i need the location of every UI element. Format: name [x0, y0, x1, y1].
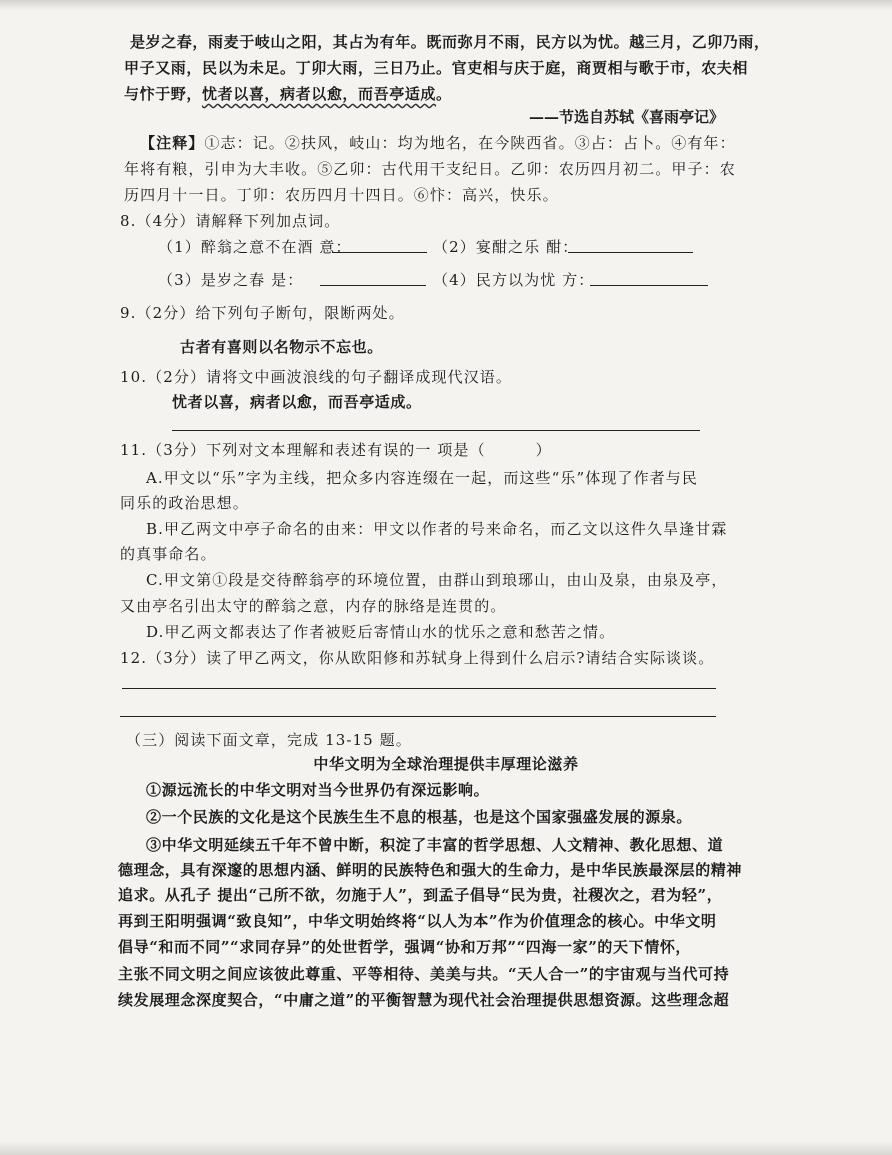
q8-answer-blank-4[interactable]: [590, 269, 708, 286]
q8-item-1: （1）醉翁之意不在酒 意：: [158, 238, 352, 256]
q8-stem: 8.（4分）请解释下列加点词。: [120, 212, 341, 230]
passage-yi-line-3: [124, 82, 452, 106]
q8-item-2: （2）宴酣之乐 酣：: [433, 238, 579, 256]
notes-label: 【注释】: [140, 134, 205, 152]
scan-top-shadow: [0, 0, 892, 10]
q11-option-c-line-1: C.甲文第①段是交待醉翁亭的环境位置，由群山到琅琊山，由山及泉，由泉及亭，: [146, 571, 728, 589]
q10-sentence: 忧者以喜，病者以愈，而吾亭适成。: [172, 393, 422, 411]
article-paragraph-3-line-5: 倡导“和而不同”“求同存异”的处世哲学，强调“协和万邦”“四海一家”的天下情怀，: [118, 938, 692, 956]
q11-option-a-line-2: 同乐的政治思想。: [120, 494, 249, 512]
article-paragraph-3-line-6: 主张不同文明之间应该彼此尊重、平等相待、美美与共。“天人合一”的宇宙观与当代可持: [118, 965, 730, 983]
q9-sentence: 古者有喜则以名物示不忘也。: [180, 338, 383, 356]
article-title: 中华文明为全球治理提供丰厚理论滋养: [313, 755, 579, 773]
q9-stem: 9.（2分）给下列句子断句，限断两处。: [120, 304, 405, 322]
notes-text-1: ①志：记。②扶风，岐山：均为地名，在今陕西省。③占：占卜。④有年：: [204, 134, 736, 152]
q8-answer-blank-1[interactable]: [332, 236, 427, 253]
q11-option-b-line-2: 的真事命名。: [120, 545, 217, 563]
q11-stem: [120, 438, 552, 462]
wavy-underlined-sentence: 忧者以喜，病者以愈，而吾亭适成: [202, 85, 437, 103]
article-paragraph-3-line-7: 续发展理念深度契合，“中庸之道”的平衡智慧为现代社会治理提供思想资源。这些理念超: [118, 991, 730, 1009]
article-paragraph-3-line-2: 德理念，具有深邃的思想内涵、鲜明的民族特色和强大的生命力，是中华民族最深层的精神: [118, 861, 743, 879]
passage-source: ——节选自苏轼《喜雨亭记》: [528, 108, 724, 126]
passage-yi-line-3-start: 与忭于野，: [124, 85, 203, 103]
q8-answer-blank-3[interactable]: [320, 269, 426, 286]
article-paragraph-3-line-4: 再到王阳明强调“致良知”，中华文明始终将“以人为本”作为价值理念的核心。中华文明: [118, 912, 717, 930]
q8-item-4: （4）民方以为忧 方：: [433, 271, 595, 289]
passage-yi-line-1: 是岁之春，雨麦于岐山之阳，其占为有年。既而弥月不雨，民方以为忧。越三月，乙卯乃雨，: [130, 33, 770, 51]
q12-answer-line-2[interactable]: [120, 716, 716, 717]
passage-yi-line-3-end: 。: [436, 85, 452, 103]
q11-stem-close: ）: [535, 441, 552, 459]
q12-answer-line-1[interactable]: [122, 688, 716, 689]
q11-option-a-line-1: A.甲文以“乐”字为主线，把众多内容连缀在一起，而这些“乐”体现了作者与民: [146, 469, 698, 487]
q11-stem-text: 11.（3分）下列对文本理解和表述有误的一 项是（: [120, 441, 486, 459]
q10-answer-line[interactable]: [172, 430, 700, 431]
passage-yi-line-2: 甲子又雨，民以为未足。丁卯大雨，三日乃止。官吏相与庆于庭，商贾相与歌于市，农夫相: [124, 59, 749, 77]
notes-line-2: 年将有粮，引申为大丰收。⑤乙卯：古代用干支纪日。乙卯：农历四月初二。甲子：农: [124, 160, 736, 178]
q8-item-3: （3）是岁之春 是：: [158, 271, 304, 289]
q8-answer-blank-2[interactable]: [568, 236, 693, 253]
notes-line-1: [140, 131, 736, 155]
section-3-heading: （三）阅读下面文章，完成 13-15 题。: [126, 731, 412, 749]
article-paragraph-1: ①源远流长的中华文明对当今世界仍有深远影响。: [146, 781, 490, 799]
q10-stem: 10.（2分）请将文中画波浪线的句子翻译成现代汉语。: [120, 368, 513, 386]
article-paragraph-3-line-3: 追求。从孔子 提出“己所不欲，勿施于人”，到孟子倡导“民为贵，社稷次之，君为轻”，: [118, 886, 723, 904]
q11-option-d: D.甲乙两文都表达了作者被贬后寄情山水的忧乐之意和愁苦之情。: [146, 623, 616, 641]
article-paragraph-3-line-1: ③中华文明延续五千年不曾中断，积淀了丰富的哲学思想、人文精神、教化思想、道: [146, 836, 724, 854]
q12-stem: 12.（3分）读了甲乙两文，你从欧阳修和苏轼身上得到什么启示?请结合实际谈谈。: [120, 649, 715, 667]
q11-option-b-line-1: B.甲乙两文中亭子命名的由来：甲文以作者的号来命名，而乙文以这件久旱逢甘霖: [146, 520, 728, 538]
notes-line-3: 历四月十一日。丁卯：农历四月十四日。⑥忭：高兴，快乐。: [124, 186, 559, 204]
q11-option-c-line-2: 又由亭名引出太守的醉翁之意，内存的脉络是连贯的。: [120, 597, 507, 615]
article-paragraph-2: ②一个民族的文化是这个民族生生不息的根基，也是这个国家强盛发展的源泉。: [146, 808, 693, 826]
scan-bottom-shadow: [0, 1141, 892, 1155]
